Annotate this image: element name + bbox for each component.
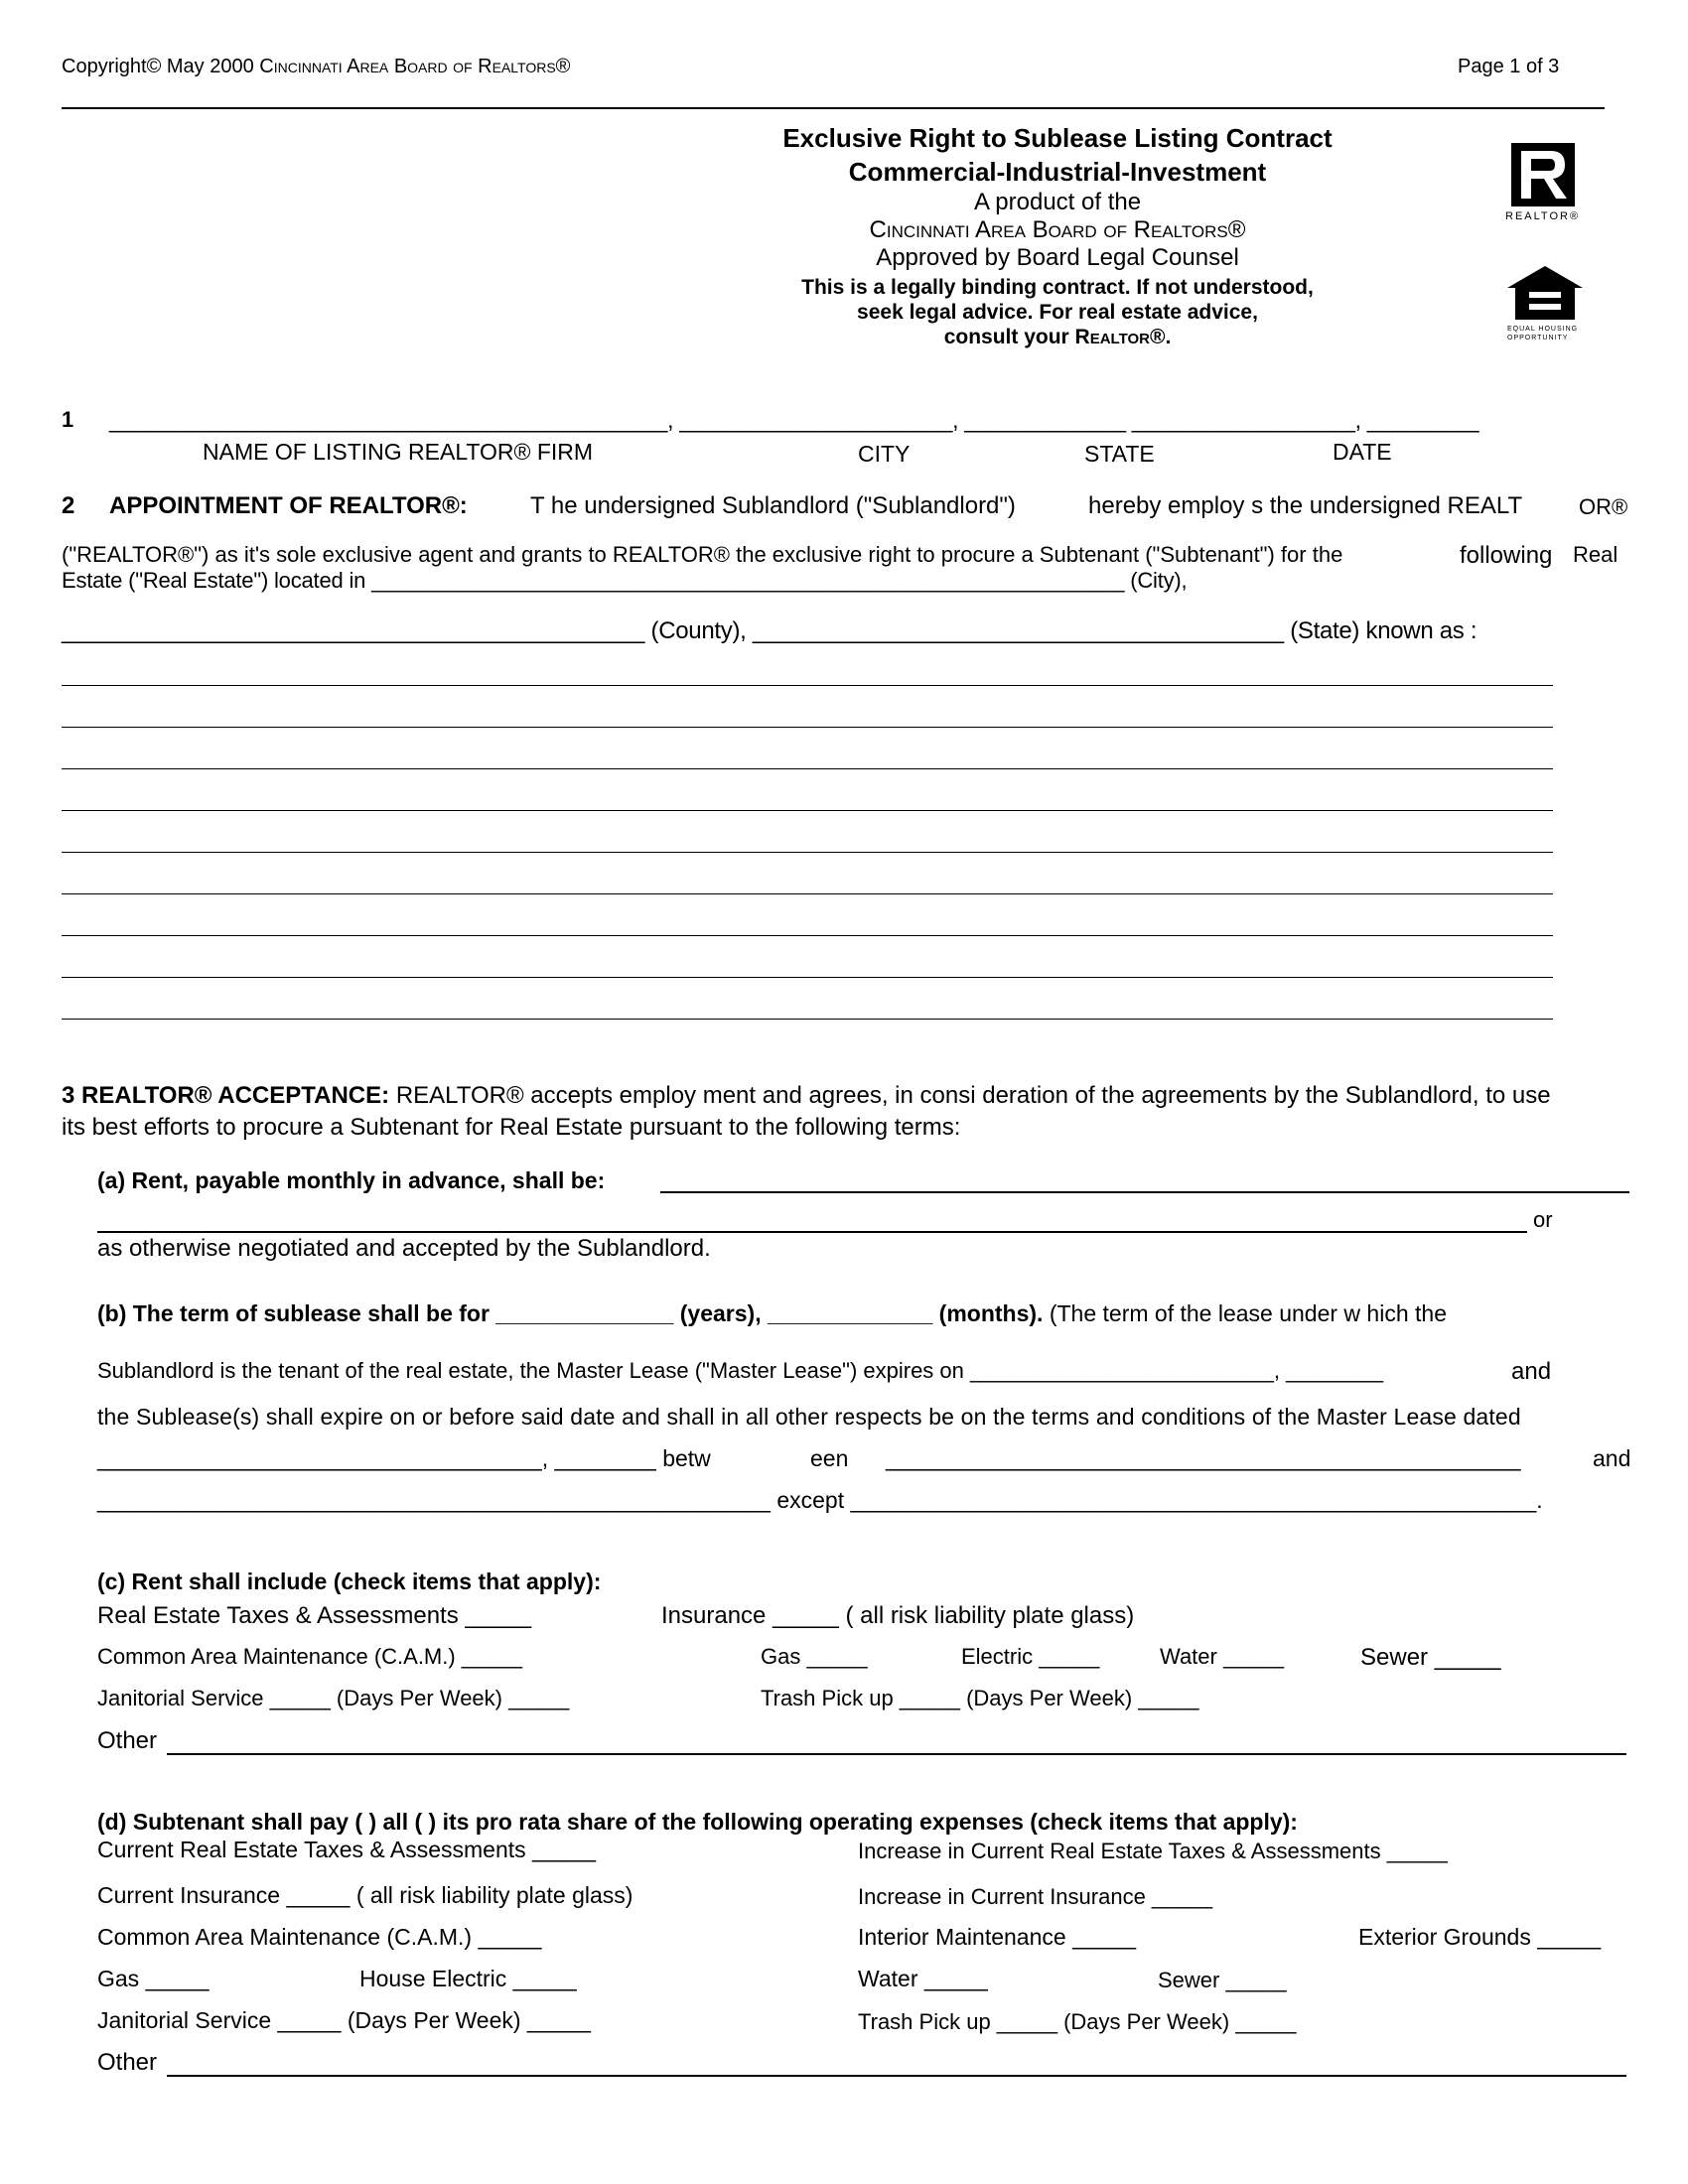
label-date: DATE bbox=[1333, 439, 1392, 465]
section2-heading: APPOINTMENT OF REALTOR®: bbox=[109, 492, 468, 519]
d-inc-insurance[interactable]: Increase in Current Insurance _____ bbox=[858, 1884, 1213, 1909]
d-other-label: Other bbox=[97, 2049, 158, 2076]
realtor-logo-text: REALTOR® bbox=[1505, 210, 1581, 222]
c-electric[interactable]: Electric _____ bbox=[961, 1644, 1100, 1669]
d-gas[interactable]: Gas _____ bbox=[97, 1966, 210, 1991]
section2-text-a: T he undersigned Sublandlord ("Sublandlord") bbox=[530, 492, 1016, 519]
d-janitorial[interactable]: Janitorial Service _____ (Days Per Week) _____ bbox=[97, 2007, 591, 2033]
title-line3: A product of the bbox=[973, 189, 1142, 215]
rent-amount-line[interactable] bbox=[660, 1191, 1629, 1193]
section2-text-c: OR® bbox=[1579, 494, 1628, 519]
copyright-notice bbox=[62, 56, 570, 78]
section3-heading: 3 REALTOR® ACCEPTANCE: bbox=[62, 1082, 390, 1109]
label-state: STATE bbox=[1084, 441, 1155, 467]
section3-text2: its best efforts to procure a Subtenant for Real Estate pursuant to the following terms: bbox=[62, 1114, 961, 1141]
section2-line2c: Real bbox=[1573, 542, 1618, 567]
rent-otherwise: as otherwise negotiated and accepted by the Sublandlord. bbox=[97, 1235, 711, 1262]
section1-fill-line[interactable]: _____________________________________________, ______________________, _____________ __________________, _________ bbox=[109, 407, 1479, 433]
between-text: een bbox=[810, 1445, 849, 1471]
d-other-line[interactable] bbox=[167, 2075, 1626, 2077]
d-water[interactable]: Water _____ bbox=[858, 1966, 988, 1991]
section3-intro-line1 bbox=[62, 1082, 1551, 1110]
term-line1[interactable] bbox=[97, 1300, 1447, 1327]
rent-amount-line2[interactable] bbox=[97, 1231, 1527, 1233]
d-trash[interactable]: Trash Pick up _____ (Days Per Week) _____ bbox=[858, 2009, 1297, 2034]
between-party2-except[interactable]: _____________________________________________________ except ______________________________________________________. bbox=[97, 1487, 1543, 1513]
c-trash[interactable]: Trash Pick up _____ (Days Per Week) _____ bbox=[761, 1686, 1199, 1710]
rent-or: or bbox=[1533, 1207, 1553, 1232]
title-line2: Commercial-Industrial-Investment bbox=[848, 157, 1267, 187]
c-insurance[interactable]: Insurance _____ ( all risk liability plate glass) bbox=[661, 1602, 1135, 1629]
section1-number: 1 bbox=[62, 407, 74, 432]
label-listing-firm: NAME OF LISTING REALTOR® FIRM bbox=[203, 439, 594, 465]
label-city: CITY bbox=[858, 441, 911, 467]
master-lease-date[interactable]: ___________________________________, ________ betw bbox=[97, 1445, 711, 1471]
eho-text2: OPPORTUNITY bbox=[1507, 335, 1569, 341]
rent-label: (a) Rent, payable monthly in advance, shall be: bbox=[97, 1167, 606, 1193]
d-cam[interactable]: Common Area Maintenance (C.A.M.) _____ bbox=[97, 1924, 542, 1950]
d-interior[interactable]: Interior Maintenance _____ bbox=[858, 1924, 1137, 1950]
d-insurance[interactable]: Current Insurance _____ ( all risk liability plate glass) bbox=[97, 1882, 633, 1908]
c-sewer[interactable]: Sewer _____ bbox=[1360, 1644, 1501, 1671]
sublease-terms: the Sublease(s) shall expire on or before said date and shall in all other respects be on the terms and conditions of the Master Lease dated bbox=[97, 1404, 1521, 1430]
d-taxes[interactable]: Current Real Estate Taxes & Assessments _____ bbox=[97, 1837, 597, 1862]
c-other-line[interactable] bbox=[167, 1753, 1626, 1755]
section2-text-b: hereby employ s the undersigned REALT bbox=[1088, 492, 1523, 519]
term-fields[interactable]: (b) The term of sublease shall be for ______________ (years), _____________ (months). bbox=[97, 1300, 1044, 1326]
title-line5: Approved by Board Legal Counsel bbox=[876, 244, 1239, 271]
description-line[interactable] bbox=[62, 768, 1553, 769]
legal-note2: seek legal advice. For real estate advice, bbox=[857, 301, 1258, 324]
subtenant-pay-heading[interactable]: (d) Subtenant shall pay ( ) all ( ) its pro rata share of the following operating expenses (check items that apply): bbox=[97, 1809, 1298, 1835]
section2-line2a: ("REALTOR®") as it's sole exclusive agent and grants to REALTOR® the exclusive right to procure a Subtenant ("Subtenant") for the bbox=[62, 542, 1343, 567]
term-and: and bbox=[1511, 1358, 1552, 1385]
copyright-text: Copyright© May 2000 Cincinnati Area Board of Realtors® bbox=[62, 56, 571, 77]
master-lease-expiry[interactable]: Sublandlord is the tenant of the real estate, the Master Lease ("Master Lease") expires on _________________________, ________ bbox=[97, 1358, 1383, 1383]
section2-line3[interactable]: Estate ("Real Estate") located in _______________________________________________________________ (City), bbox=[62, 568, 1188, 593]
description-line[interactable] bbox=[62, 852, 1553, 853]
d-inc-taxes[interactable]: Increase in Current Real Estate Taxes & Assessments _____ bbox=[858, 1839, 1448, 1863]
section2-line2b: following bbox=[1460, 542, 1553, 569]
header-rule bbox=[62, 107, 1605, 109]
c-cam[interactable]: Common Area Maintenance (C.A.M.) _____ bbox=[97, 1644, 522, 1669]
description-line[interactable] bbox=[62, 977, 1553, 978]
legal-note3: consult your Realtor®. bbox=[943, 326, 1172, 348]
between-and: and bbox=[1593, 1445, 1631, 1471]
description-line[interactable] bbox=[62, 1019, 1553, 1020]
page-number: Page 1 of 3 bbox=[1458, 56, 1560, 77]
title-line4: Cincinnati Area Board of Realtors® bbox=[869, 216, 1246, 243]
description-line[interactable] bbox=[62, 893, 1553, 894]
equal-housing-icon bbox=[1503, 264, 1587, 331]
d-exterior[interactable]: Exterior Grounds _____ bbox=[1358, 1924, 1602, 1950]
term-master-lease-note: (The term of the lease under w hich the bbox=[1049, 1300, 1447, 1326]
d-house-electric[interactable]: House Electric _____ bbox=[359, 1966, 577, 1991]
rent-include-heading: (c) Rent shall include (check items that apply): bbox=[97, 1569, 602, 1594]
between-party1[interactable]: __________________________________________________ bbox=[886, 1445, 1521, 1471]
c-other-label: Other bbox=[97, 1727, 158, 1754]
d-sewer[interactable]: Sewer _____ bbox=[1158, 1968, 1287, 1992]
c-gas[interactable]: Gas _____ bbox=[761, 1644, 868, 1669]
c-water[interactable]: Water _____ bbox=[1160, 1644, 1285, 1669]
description-line[interactable] bbox=[62, 727, 1553, 728]
legal-note1: This is a legally binding contract. If not understood, bbox=[801, 276, 1314, 299]
eho-text1: EQUAL HOUSING bbox=[1507, 326, 1579, 333]
description-line[interactable] bbox=[62, 685, 1553, 686]
title-line1: Exclusive Right to Sublease Listing Contract bbox=[782, 123, 1333, 153]
c-janitorial[interactable]: Janitorial Service _____ (Days Per Week) _____ bbox=[97, 1686, 570, 1710]
c-taxes[interactable]: Real Estate Taxes & Assessments _____ bbox=[97, 1602, 532, 1629]
description-line[interactable] bbox=[62, 935, 1553, 936]
section2-number: 2 bbox=[62, 492, 75, 519]
section3-text1: REALTOR® accepts employ ment and agrees, in consi deration of the agreements by the Sublandlord, to use bbox=[395, 1082, 1551, 1109]
description-line[interactable] bbox=[62, 810, 1553, 811]
section2-line4[interactable]: _____________________________________________ (County), _________________________________________ (State) known as : bbox=[62, 617, 1477, 644]
